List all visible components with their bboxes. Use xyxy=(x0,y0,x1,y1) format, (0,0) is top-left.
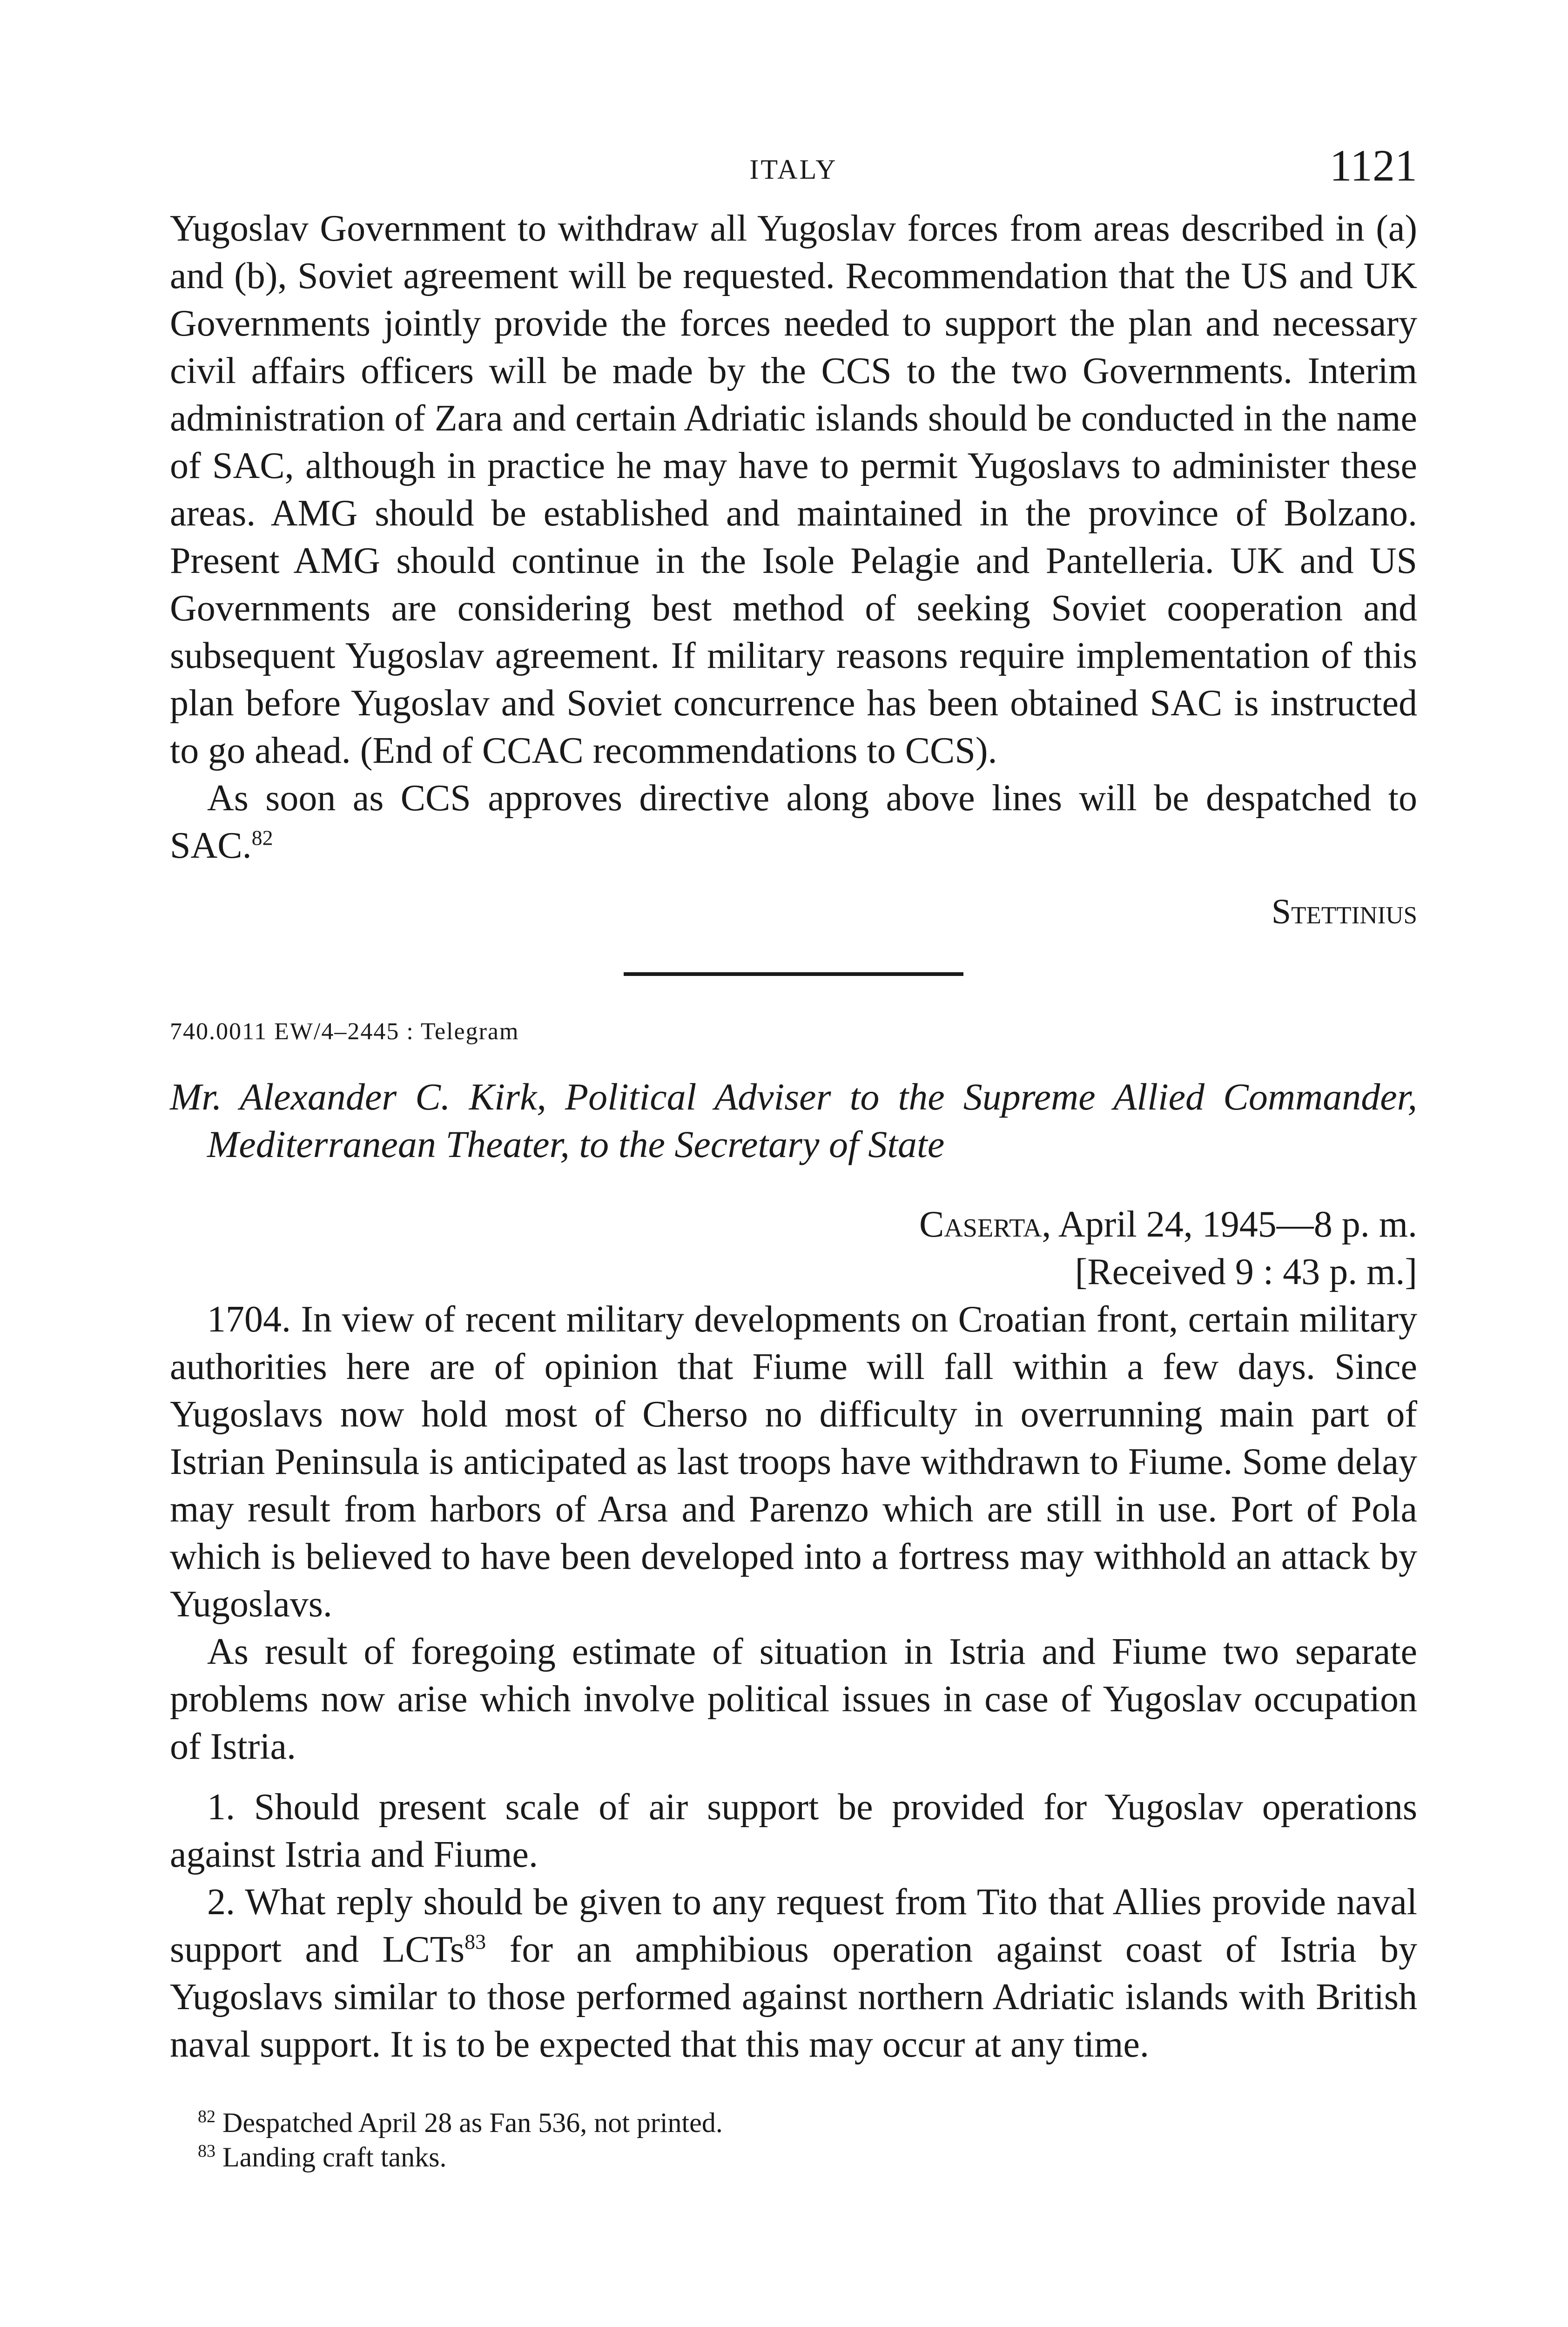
list-item-2-text-a: 2. What reply should be given to any request from Tito that Allies provide naval support and LCTs xyxy=(170,1882,1417,1970)
document-heading: Mr. Alexander C. Kirk, Political Adviser to the Supreme Allied Commander, Mediterranean Theater, to the Secretary of State xyxy=(170,1076,1417,1165)
footnote-mark: 83 xyxy=(198,2141,215,2161)
footnote-ref-82[interactable]: 82 xyxy=(251,826,273,850)
list-item-2 xyxy=(170,1878,1417,2068)
dateline xyxy=(170,1201,1417,1248)
footnote-ref-83[interactable]: 83 xyxy=(464,1930,486,1954)
telegram-paragraph-1: 1704. In view of recent military developments on Croatian front, certain military authorities here are of opinion that Fiume will fall within a few days. Since Yugoslavs now hold most of Cherso no difficulty in overrunning main part of Istrian Peninsula is anticipated as last troops have withdrawn to Fiume. Some delay may result from harbors of Arsa and Parenzo which are still in use. Port of Pola which is believed to have been developed into a fortress may withhold an attack by Yugoslavs. xyxy=(170,1299,1417,1625)
despatch-paragraph xyxy=(170,774,1417,869)
running-title: ITALY xyxy=(749,154,838,185)
footnote-text: Despatched April 28 as Fan 536, not printed. xyxy=(222,2107,723,2138)
list-item-1: 1. Should present scale of air support be provided for Yugoslav operations against Istria and Fiume. xyxy=(170,1787,1417,1875)
list-item-2-text-b: for an amphibious operation against coast of Istria by Yugoslavs similar to those performed against northern Adriatic islands with British naval support. It is to be expected that this may occur at any time. xyxy=(170,1929,1417,2065)
received-line: [Received 9 : 43 p. m.] xyxy=(1075,1251,1417,1292)
footnote-83 xyxy=(170,2140,1417,2174)
document-page xyxy=(170,140,1417,2174)
footnote-mark: 82 xyxy=(198,2107,215,2126)
footnote-82 xyxy=(170,2105,1417,2140)
page-number: 1121 xyxy=(1329,141,1417,190)
dateline-date: , April 24, 1945—8 p. m. xyxy=(1042,1204,1417,1245)
signature: Stettinius xyxy=(1271,892,1417,931)
despatch-paragraph-text: As soon as CCS approves directive along above lines will be despatched to SAC. xyxy=(170,778,1417,866)
running-header xyxy=(170,140,1417,205)
file-reference: 740.0011 EW/4–2445 : Telegram xyxy=(170,1018,519,1045)
telegram-paragraph-2: As result of foregoing estimate of situation in Istria and Fiume two separate problems now arise which involve political issues in case of Yugoslav occupation of Istria. xyxy=(170,1631,1417,1767)
footnotes xyxy=(170,2105,1417,2174)
dateline-place: Caserta xyxy=(919,1204,1042,1245)
continued-paragraph: Yugoslav Government to withdraw all Yugoslav forces from areas described in (a) and (b), Soviet agreement will be requested. Recommendation that the US and UK Governments jointly provide the forces needed to support the plan and necessary civil affairs officers will be made by the CCS to the two Governments. Interim administration of Zara and certain Adriatic islands should be conducted in the name of SAC, although in practice he may have to permit Yugoslavs to administer these areas. AMG should be established and maintained in the province of Bolzano. Present AMG should continue in the Isole Pelagie and Pantelleria. UK and US Governments are considering best method of seeking Soviet cooperation and subsequent Yugoslav agreement. If military reasons require implementation of this plan before Yugoslav and Soviet concurrence has been obtained SAC is instructed to go ahead. (End of CCAC recommendations to CCS). xyxy=(170,208,1417,771)
footnote-text: Landing craft tanks. xyxy=(222,2142,447,2172)
section-divider xyxy=(624,972,963,976)
